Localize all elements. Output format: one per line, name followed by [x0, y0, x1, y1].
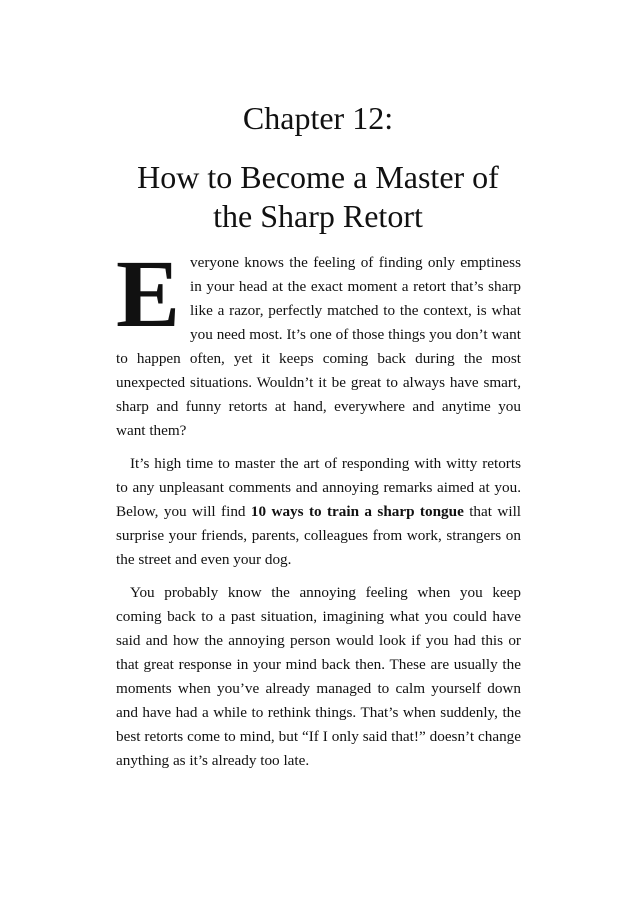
paragraph-3-text: You probably know the annoying feeling when you keep coming back to a past situation, imagining what you could have said and how the annoying person would look if you had this or that great response in your mind back then. These are usually the moments when you’ve already managed to calm yourself down and have had a while to rethink things. That’s when suddenly, the best retorts come to mind, but “If I only said that!” doesn’t change anything as it’s already too late.	[116, 584, 521, 769]
paragraph-2-bold-phrase: 10 ways to train a sharp tongue	[250, 503, 464, 520]
chapter-title-line-2: the Sharp Retort	[213, 198, 423, 234]
paragraph-2-text-after: that will surprise your friends, parents, colleagues from work, strangers on the street and even your dog.	[116, 503, 522, 568]
chapter-number: Chapter 12:	[242, 100, 394, 136]
chapter-title	[0, 158, 636, 236]
paragraph-1	[116, 240, 521, 443]
paragraph-2	[116, 452, 521, 572]
chapter-body	[116, 240, 522, 782]
paragraph-2-text-before: It’s high time to master the art of responding with witty retorts to any unpleasant comments and annoying remarks aimed at you. Below, you will find	[116, 455, 521, 520]
chapter-title-line-1: How to Become a Master of	[137, 159, 499, 195]
paragraph-3	[116, 581, 521, 773]
drop-cap: E	[116, 240, 181, 347]
paragraph-1-text: veryone knows the feeling of finding only emptiness in your head at the exact moment a retort that’s sharp like a razor, perfectly matched to the context, is what you need most. It’s one of those things you don’t want to happen often, yet it keeps coming back during the most unexpected situations. Wouldn’t it be great to always have smart, sharp and funny retorts at hand, everywhere and anytime you want them?	[116, 254, 521, 439]
